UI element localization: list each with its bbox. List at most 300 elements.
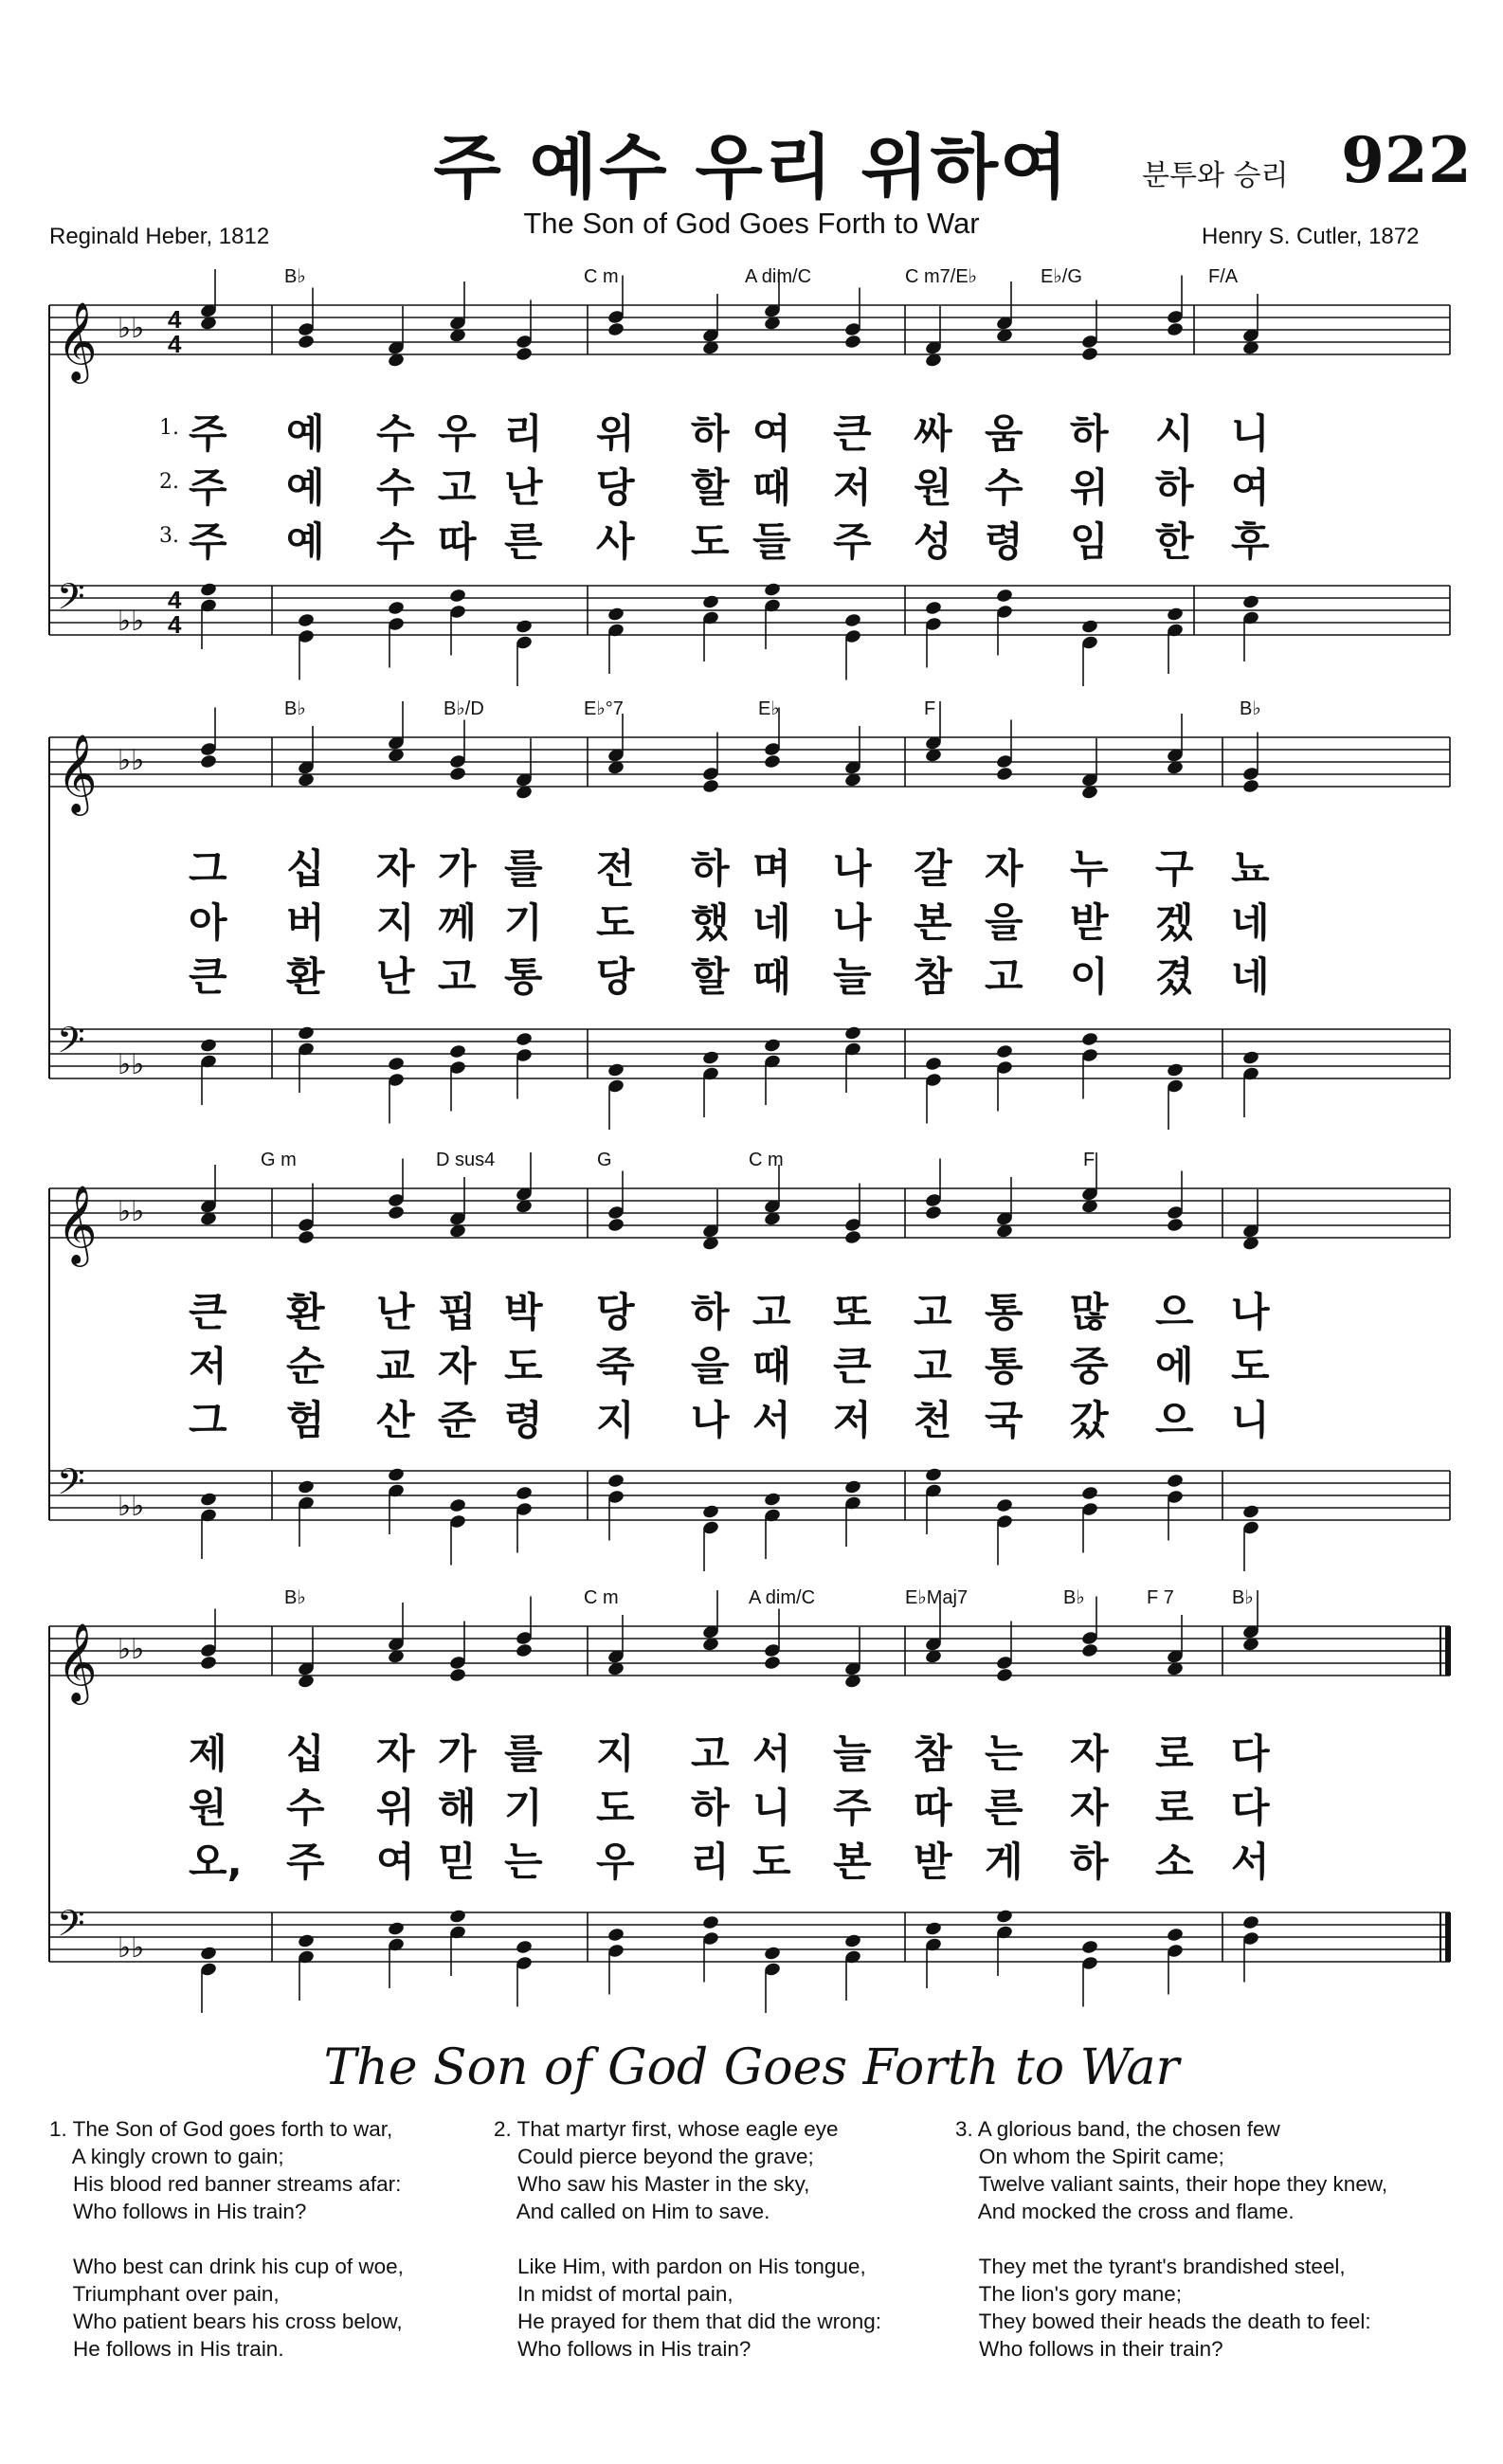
key-signature-icon: ♭♭ xyxy=(118,313,145,344)
lyric-syllable: 했 xyxy=(691,899,730,946)
chord-symbol: C m7/E♭ xyxy=(905,266,978,287)
lyric-syllable: 하 xyxy=(1155,464,1194,511)
verse-number: 2. xyxy=(159,470,179,494)
notehead xyxy=(843,1025,861,1042)
hymn-number: 922 xyxy=(1341,123,1472,197)
lyric-syllable: 저 xyxy=(833,1397,872,1443)
lyric-syllable: 박 xyxy=(504,1289,543,1335)
lyric-syllable: 로 xyxy=(1155,1730,1194,1777)
notehead xyxy=(297,334,315,350)
lyric-syllable: 늘 xyxy=(833,1730,872,1777)
lyric-syllable: 여 xyxy=(376,1839,415,1885)
notehead xyxy=(448,588,466,604)
lyric-syllable: 국 xyxy=(985,1397,1023,1443)
key-signature-icon: ♭♭ xyxy=(118,1049,145,1080)
hymn-category: 분투와 승리 xyxy=(1142,159,1289,192)
lyric-syllable: 예 xyxy=(286,518,325,565)
lyric-syllable: 을 xyxy=(985,899,1023,946)
notehead xyxy=(607,1473,625,1489)
lyric-syllable: 우 xyxy=(596,1839,635,1885)
notehead xyxy=(763,582,781,598)
lyric-syllable: 도 xyxy=(596,899,635,946)
lyric-syllable: 고 xyxy=(438,464,477,511)
lyric-syllable: 당 xyxy=(596,464,635,511)
notehead xyxy=(763,753,781,770)
notehead xyxy=(515,1939,533,1955)
notehead xyxy=(995,1667,1013,1683)
lyric-syllable: 고 xyxy=(752,1289,791,1335)
lyric-syllable: 나 xyxy=(833,899,872,946)
lyric-syllable: 고 xyxy=(985,953,1023,1000)
lyric-syllable: 주 xyxy=(286,1839,325,1885)
lyric-syllable: 저 xyxy=(833,464,872,511)
chord-symbol: B♭ xyxy=(284,698,306,719)
lyric-syllable: 게 xyxy=(985,1839,1023,1885)
lyric-syllable: 우 xyxy=(438,410,477,457)
lyric-syllable: 을 xyxy=(691,1343,730,1389)
lyric-syllable: 주 xyxy=(189,410,227,457)
lyric-syllable: 큰 xyxy=(189,953,227,1000)
lyric-syllable: 통 xyxy=(985,1289,1023,1335)
notehead xyxy=(448,1667,466,1683)
lyric-syllable: 시 xyxy=(1155,410,1194,457)
lyric-syllable: 환 xyxy=(286,1289,325,1335)
notehead xyxy=(1166,1062,1184,1078)
chord-symbol: B♭ xyxy=(1063,1587,1085,1608)
lyric-syllable: 움 xyxy=(985,410,1023,457)
lyric-syllable: 하 xyxy=(1070,1839,1109,1885)
treble-clef-icon: 𝄞 xyxy=(57,1624,98,1700)
notehead xyxy=(515,1031,533,1047)
notehead xyxy=(297,1933,315,1949)
lyric-syllable: 때 xyxy=(752,953,791,1000)
lyric-syllable: 제 xyxy=(189,1730,227,1777)
lyric-syllable: 믿 xyxy=(438,1839,477,1885)
lyric-syllable: 다 xyxy=(1231,1785,1270,1831)
chord-symbol: A dim/C xyxy=(749,1587,816,1608)
lyric-syllable: 로 xyxy=(1155,1785,1194,1831)
lyric-syllable: 는 xyxy=(504,1839,543,1885)
lyric-syllable: 저 xyxy=(189,1343,227,1389)
lyric-syllable: 준 xyxy=(438,1397,477,1443)
lyric-syllable: 리 xyxy=(504,410,543,457)
lyric-syllable: 환 xyxy=(286,953,325,1000)
lyric-syllable: 수 xyxy=(376,518,415,565)
lyric-syllable: 위 xyxy=(1070,464,1109,511)
lyric-syllable: 후 xyxy=(1231,518,1270,565)
notehead xyxy=(1080,1031,1098,1047)
notehead xyxy=(924,600,942,616)
lyric-syllable: 겠 xyxy=(1155,899,1194,946)
notehead xyxy=(1080,1939,1098,1955)
chord-symbol: G m xyxy=(261,1150,297,1170)
lyric-syllable: 난 xyxy=(504,464,543,511)
notehead xyxy=(1241,1504,1259,1520)
chord-symbol: E♭°7 xyxy=(584,698,624,719)
notehead xyxy=(297,1479,315,1495)
lyric-syllable: 고 xyxy=(691,1730,730,1777)
lyric-syllable: 주 xyxy=(189,518,227,565)
chord-symbol: B♭ xyxy=(1232,1587,1254,1608)
notehead xyxy=(843,1933,861,1949)
hymn-title-korean: 주 예수 우리 위하여 xyxy=(433,127,1070,208)
lyric-syllable: 자 xyxy=(1070,1730,1109,1777)
lyric-syllable: 따 xyxy=(438,518,477,565)
chord-symbol: F/A xyxy=(1208,266,1239,287)
lyric-syllable: 소 xyxy=(1155,1839,1194,1885)
lyric-syllable: 중 xyxy=(1070,1343,1109,1389)
lyric-syllable: 하 xyxy=(691,1785,730,1831)
notehead xyxy=(1166,607,1184,623)
chord-symbol: E♭ xyxy=(758,698,780,719)
notehead xyxy=(607,321,625,337)
lyric-syllable: 죽 xyxy=(596,1343,635,1389)
lyric-syllable: 하 xyxy=(691,1289,730,1335)
lyric-syllable: 구 xyxy=(1155,845,1194,892)
lyric-syllable: 니 xyxy=(1231,1397,1270,1443)
notehead xyxy=(701,1050,719,1066)
time-signature-icon: 4 xyxy=(168,330,182,358)
notehead xyxy=(387,600,405,616)
lyricist-credit: Reginald Heber, 1812 xyxy=(49,224,270,249)
notehead xyxy=(701,1504,719,1520)
lyric-syllable: 며 xyxy=(752,845,791,892)
notehead xyxy=(1080,346,1098,362)
chord-symbol: F xyxy=(1083,1150,1096,1170)
lyric-syllable: 때 xyxy=(752,1343,791,1389)
key-signature-icon: ♭♭ xyxy=(118,1932,145,1964)
lyric-syllable: 나 xyxy=(1231,1289,1270,1335)
lyric-syllable: 받 xyxy=(914,1839,952,1885)
lyric-syllable: 당 xyxy=(596,1289,635,1335)
notehead xyxy=(924,1056,942,1072)
notehead xyxy=(1080,1642,1098,1658)
lyric-syllable: 원 xyxy=(914,464,952,511)
notehead xyxy=(448,766,466,782)
notehead xyxy=(701,594,719,610)
chord-symbol: D sus4 xyxy=(436,1150,496,1170)
key-signature-icon: ♭♭ xyxy=(118,745,145,776)
bass-clef-icon: 𝄢 xyxy=(57,1903,85,1952)
lyric-syllable: 주 xyxy=(189,464,227,511)
lyric-syllable: 늘 xyxy=(833,953,872,1000)
lyric-syllable: 다 xyxy=(1231,1730,1270,1777)
notehead xyxy=(843,1229,861,1245)
lyric-syllable: 예 xyxy=(286,410,325,457)
lyric-syllable: 께 xyxy=(438,899,477,946)
lyric-syllable: 싸 xyxy=(914,410,952,457)
lyric-syllable: 할 xyxy=(691,953,730,1000)
notehead xyxy=(995,1043,1013,1060)
chord-symbol: C m xyxy=(584,1587,619,1608)
chord-symbol: B♭ xyxy=(284,1587,306,1608)
notehead xyxy=(515,346,533,362)
lyric-syllable: 큰 xyxy=(189,1289,227,1335)
lyric-syllable: 수 xyxy=(376,464,415,511)
treble-clef-icon: 𝄞 xyxy=(57,735,98,811)
lyric-syllable: 나 xyxy=(691,1397,730,1443)
lyric-syllable: 를 xyxy=(504,1730,543,1777)
lyric-syllable: 자 xyxy=(376,1730,415,1777)
lyric-syllable: 참 xyxy=(914,953,952,1000)
lyric-syllable: 핍 xyxy=(438,1289,477,1335)
lyric-syllable: 여 xyxy=(752,410,791,457)
lyric-syllable: 니 xyxy=(1231,410,1270,457)
lyric-syllable: 자 xyxy=(438,1343,477,1389)
notehead xyxy=(701,1914,719,1930)
notehead xyxy=(995,588,1013,604)
lyric-syllable: 으 xyxy=(1155,1397,1194,1443)
lyric-syllable: 가 xyxy=(438,845,477,892)
lyric-syllable: 큰 xyxy=(833,1343,872,1389)
notehead xyxy=(1166,321,1184,337)
lyric-syllable: 도 xyxy=(691,518,730,565)
lyric-syllable: 십 xyxy=(286,1730,325,1777)
lyric-syllable: 본 xyxy=(914,899,952,946)
notehead xyxy=(1241,778,1259,794)
notehead xyxy=(763,1492,781,1508)
lyric-syllable: 당 xyxy=(596,953,635,1000)
notehead xyxy=(1241,594,1259,610)
lyric-syllable: 때 xyxy=(752,464,791,511)
english-verse-3: 3. A glorious band, the chosen few On whom the Spirit came; Twelve valiant saints, their hope they knew, And mocked the cross and flame. They met the tyrant's brandished steel, The lion's gory mane; They bowed their heads the death to feel: Who follows in their train? xyxy=(955,2117,1388,2361)
lyric-syllable: 지 xyxy=(596,1730,635,1777)
lyric-syllable: 난 xyxy=(376,1289,415,1335)
key-signature-icon: ♭♭ xyxy=(118,1196,145,1227)
hymn-title-english: The Son of God Goes Forth to War xyxy=(523,207,980,240)
verse-number: 3. xyxy=(159,524,179,548)
notehead xyxy=(1241,1050,1259,1066)
notehead xyxy=(843,1479,861,1495)
lyric-syllable: 원 xyxy=(189,1785,227,1831)
chord-symbol: C m xyxy=(584,266,619,287)
lyric-syllable: 십 xyxy=(286,845,325,892)
notehead xyxy=(199,753,217,770)
lyric-syllable: 지 xyxy=(376,899,415,946)
treble-clef-icon: 𝄞 xyxy=(57,303,98,379)
lyric-syllable: 하 xyxy=(691,410,730,457)
key-signature-icon: ♭♭ xyxy=(118,1634,145,1665)
lyric-syllable: 자 xyxy=(985,845,1023,892)
notehead xyxy=(995,1909,1013,1925)
lyric-syllable: 네 xyxy=(1231,953,1270,1000)
notehead xyxy=(297,1025,315,1042)
lyric-syllable: 천 xyxy=(914,1397,952,1443)
lyric-syllable: 여 xyxy=(1231,464,1270,511)
chord-symbol: B♭ xyxy=(284,266,306,287)
lyric-syllable: 도 xyxy=(1231,1343,1270,1389)
lyric-syllable: 도 xyxy=(504,1343,543,1389)
notehead xyxy=(515,1642,533,1658)
notehead xyxy=(199,1655,217,1671)
notehead xyxy=(448,1497,466,1513)
notehead xyxy=(924,1921,942,1937)
time-signature-icon: 4 xyxy=(168,610,182,639)
lyric-syllable: 많 xyxy=(1070,1289,1109,1335)
notehead xyxy=(607,607,625,623)
notehead xyxy=(448,1043,466,1060)
lyric-syllable: 교 xyxy=(376,1343,415,1389)
notehead xyxy=(1166,1217,1184,1233)
lyric-syllable: 도 xyxy=(596,1785,635,1831)
bass-clef-icon: 𝄢 xyxy=(57,576,85,625)
lyric-syllable: 으 xyxy=(1155,1289,1194,1335)
chord-symbol: B♭/D xyxy=(444,698,484,719)
lyric-syllable: 네 xyxy=(752,899,791,946)
lyric-syllable: 사 xyxy=(596,518,635,565)
lyric-syllable: 또 xyxy=(833,1289,872,1335)
notehead xyxy=(763,1655,781,1671)
chord-symbol: B♭ xyxy=(1240,698,1261,719)
lyric-syllable: 참 xyxy=(914,1730,952,1777)
lyric-syllable: 통 xyxy=(985,1343,1023,1389)
lyric-syllable: 그 xyxy=(189,1397,227,1443)
lyric-syllable: 임 xyxy=(1070,518,1109,565)
notehead xyxy=(448,1909,466,1925)
notehead xyxy=(515,619,533,635)
lyric-syllable: 는 xyxy=(985,1730,1023,1777)
lyric-syllable: 험 xyxy=(286,1397,325,1443)
chord-symbol: A dim/C xyxy=(745,266,812,287)
lyric-syllable: 뇨 xyxy=(1231,845,1270,892)
lyric-syllable: 이 xyxy=(1070,953,1109,1000)
notehead xyxy=(607,1927,625,1943)
notehead xyxy=(297,1229,315,1245)
lyric-syllable: 른 xyxy=(504,518,543,565)
bass-clef-icon: 𝄢 xyxy=(57,1020,85,1069)
lyric-syllable: 아 xyxy=(189,899,227,946)
notehead xyxy=(763,1946,781,1962)
lyric-syllable: 할 xyxy=(691,464,730,511)
lyric-syllable: 고 xyxy=(914,1343,952,1389)
lyric-syllable: 해 xyxy=(438,1785,477,1831)
lyric-syllable: 갈 xyxy=(914,845,952,892)
notehead xyxy=(199,1038,217,1054)
key-signature-icon: ♭♭ xyxy=(118,1491,145,1522)
lyric-syllable: 리 xyxy=(691,1839,730,1885)
lyric-syllable: 따 xyxy=(914,1785,952,1831)
notehead xyxy=(199,1946,217,1962)
lyric-syllable: 를 xyxy=(504,845,543,892)
lyric-syllable: 누 xyxy=(1070,845,1109,892)
lyric-syllable: 고 xyxy=(438,953,477,1000)
key-signature-icon: ♭♭ xyxy=(118,606,145,637)
chord-symbol: F xyxy=(924,698,936,719)
lyric-syllable: 통 xyxy=(504,953,543,1000)
time-signature-icon: 4 xyxy=(168,586,182,614)
notehead xyxy=(995,766,1013,782)
lyric-syllable: 주 xyxy=(833,518,872,565)
chord-symbol: G xyxy=(597,1150,612,1170)
lyric-syllable: 서 xyxy=(1231,1839,1270,1885)
time-signature-icon: 4 xyxy=(168,305,182,334)
notehead xyxy=(387,1921,405,1937)
lyric-syllable: 가 xyxy=(438,1730,477,1777)
notehead xyxy=(1080,1485,1098,1501)
bass-clef-icon: 𝄢 xyxy=(57,1461,85,1511)
lyric-syllable: 한 xyxy=(1155,518,1194,565)
notehead xyxy=(199,582,217,598)
lyric-syllable: 그 xyxy=(189,845,227,892)
lyric-syllable: 도 xyxy=(752,1839,791,1885)
notehead xyxy=(843,334,861,350)
lyric-syllable: 위 xyxy=(376,1785,415,1831)
lyric-syllable: 본 xyxy=(833,1839,872,1885)
lyric-syllable: 하 xyxy=(691,845,730,892)
lyric-syllable: 고 xyxy=(914,1289,952,1335)
lyric-syllable: 순 xyxy=(286,1343,325,1389)
notehead xyxy=(515,1485,533,1501)
chord-symbol: F 7 xyxy=(1147,1587,1174,1608)
notehead xyxy=(1241,1914,1259,1930)
english-verse-2: 2. That martyr first, whose eagle eye Could pierce beyond the grave; Who saw his Master in the sky, And called on Him to save. Like Him, with pardon on His tongue, In midst of mortal pain, He prayed for them that did the wrong: Who follows in His train? xyxy=(494,2117,881,2361)
lyric-syllable: 주 xyxy=(833,1785,872,1831)
verse-number: 1. xyxy=(159,416,179,440)
lyric-syllable: 서 xyxy=(752,1730,791,1777)
chord-symbol: E♭Maj7 xyxy=(905,1587,969,1608)
notehead xyxy=(1166,1927,1184,1943)
lyric-syllable: 큰 xyxy=(833,410,872,457)
lyric-syllable: 난 xyxy=(376,953,415,1000)
notehead xyxy=(607,1217,625,1233)
lyric-syllable: 오, xyxy=(189,1839,243,1885)
notehead xyxy=(995,1497,1013,1513)
lyric-syllable: 나 xyxy=(833,845,872,892)
lyric-syllable: 니 xyxy=(752,1785,791,1831)
notehead xyxy=(1080,619,1098,635)
composer-credit: Henry S. Cutler, 1872 xyxy=(1202,224,1420,249)
notehead xyxy=(199,1492,217,1508)
lyric-syllable: 위 xyxy=(596,410,635,457)
notehead xyxy=(387,1467,405,1483)
lyric-syllable: 자 xyxy=(1070,1785,1109,1831)
lyric-syllable: 겼 xyxy=(1155,953,1194,1000)
lyric-syllable: 버 xyxy=(286,899,325,946)
notehead xyxy=(701,778,719,794)
chord-symbol: C m xyxy=(749,1150,784,1170)
english-title-script: The Son of God Goes Forth to War xyxy=(323,2039,1180,2096)
lyric-syllable: 예 xyxy=(286,464,325,511)
lyric-syllable: 령 xyxy=(985,518,1023,565)
notehead xyxy=(607,1062,625,1078)
lyric-syllable: 지 xyxy=(596,1397,635,1443)
lyric-syllable: 서 xyxy=(752,1397,791,1443)
notehead xyxy=(924,1467,942,1483)
notehead xyxy=(924,1205,942,1221)
lyric-syllable: 에 xyxy=(1155,1343,1194,1389)
treble-clef-icon: 𝄞 xyxy=(57,1187,98,1262)
notehead xyxy=(297,612,315,628)
notehead xyxy=(387,1205,405,1221)
notehead xyxy=(763,1038,781,1054)
lyric-syllable: 른 xyxy=(985,1785,1023,1831)
lyric-syllable: 들 xyxy=(752,518,791,565)
english-verse-1: 1. The Son of God goes forth to war, A kingly crown to gain; His blood red banner streams afar: Who follows in His train? Who best can drink his cup of woe, Triumphant over pain, Who patient bears his cross below, He follows in His train. xyxy=(49,2117,404,2361)
lyric-syllable: 수 xyxy=(376,410,415,457)
lyric-syllable: 성 xyxy=(914,518,952,565)
lyric-syllable: 기 xyxy=(504,899,543,946)
notehead xyxy=(1166,1473,1184,1489)
lyric-syllable: 갔 xyxy=(1070,1397,1109,1443)
lyric-syllable: 수 xyxy=(286,1785,325,1831)
chord-symbol: E♭/G xyxy=(1041,266,1082,287)
notehead xyxy=(387,1056,405,1072)
lyric-syllable: 기 xyxy=(504,1785,543,1831)
lyric-syllable: 수 xyxy=(985,464,1023,511)
notehead xyxy=(843,612,861,628)
lyric-syllable: 자 xyxy=(376,845,415,892)
lyric-syllable: 받 xyxy=(1070,899,1109,946)
